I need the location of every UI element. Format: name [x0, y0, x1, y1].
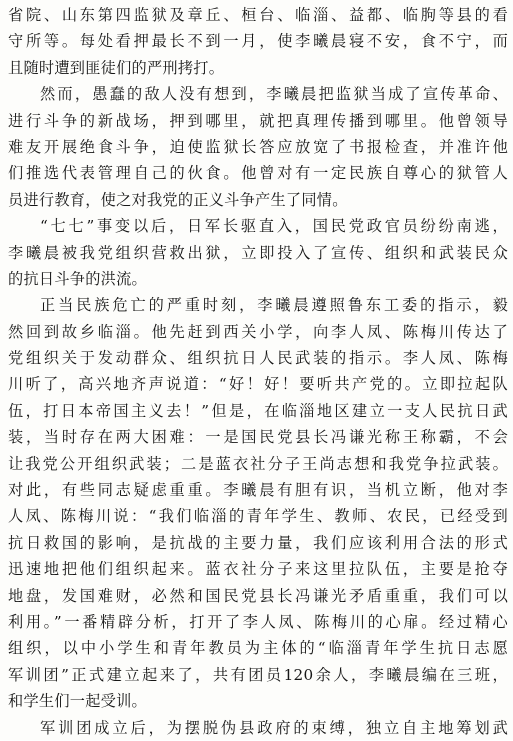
text-line: 利用。”一番精辟分析，打开了李人凤、陈梅川的心扉。经过精心 [8, 612, 508, 631]
text-line: 们推选代表管理自己的伙食。他曾对有一定民族自尊心的狱管人 [8, 164, 508, 183]
text-line: 进行斗争的新战场，押到哪里，就把真理传播到哪里。他曾领导 [8, 111, 508, 130]
text-line: 然而，愚蠢的敌人没有想到，李曦晨把监狱当成了宣传革命、 [40, 85, 508, 104]
text-line: 川听了，高兴地齐声说道：“好！好！要听共产党的。立即拉起队 [8, 375, 508, 394]
text-line: 且随时遭到匪徒们的严刑拷打。 [8, 58, 225, 77]
text-line: 员进行教育，使之对我党的正义斗争产生了同情。 [8, 190, 348, 209]
text-line: 然回到故乡临淄。他先赶到西关小学，向李人凤、陈梅川传达了 [8, 322, 508, 341]
text-line: 对此，有些同志疑虑重重。李曦晨有胆有识，当机立断，他对李 [8, 481, 508, 500]
text-line: 难友开展绝食斗争，迫使监狱长答应放宽了书报检查，并准许他 [8, 137, 508, 156]
text-line: 守所等。每处看押最长不到一月，使李曦晨寝不安，食不宁，而 [8, 32, 508, 51]
text-line: 和学生们一起受训。 [8, 692, 147, 711]
text-line: 省院、山东第四监狱及章丘、桓台、临淄、益都、临朐等县的看 [8, 6, 508, 24]
text-line: 党组织关于发动群众、组织抗日人民武装的指示。李人凤、陈梅 [8, 349, 508, 368]
text-line: 组织，以中小学生和青年教员为主体的“临淄青年学生抗日志愿 [8, 639, 508, 658]
text-line: 让我党公开组织武装；二是蓝衣社分子王尚志想和我党争拉武装。 [8, 454, 508, 473]
text-line: 正当民族危亡的严重时刻，李曦晨遵照鲁东工委的指示，毅 [40, 296, 508, 315]
text-line: 李曦晨被我党组织营救出狱，立即投入了宣传、组织和武装民众 [8, 243, 508, 262]
text-line: 的抗日斗争的洪流。 [8, 269, 147, 288]
text-line: 伍，打日本帝国主义去！”但是，在临淄地区建立一支人民抗日武 [8, 401, 508, 420]
text-line: 人凤、陈梅川说：“我们临淄的青年学生、教师、农民，已经受到 [8, 507, 508, 526]
text-line: “七七”事变以后，日军长驱直入，国民党政官员纷纷南逃， [40, 217, 508, 236]
text-line: 军训团成立后，为摆脱伪县政府的束缚，独立自主地筹划武 [40, 718, 508, 737]
text-line: 军训团”正式建立起来了，共有团员120余人，李曦晨编在三班， [8, 665, 508, 684]
text-line: 迅速地把他们组织起来。蓝衣社分子来这里拉队伍，主要是抢夺 [8, 560, 508, 579]
text-line: 地盘，发国难财，必然和国民党县长冯谦光矛盾重重，我们可以 [8, 586, 508, 605]
body-text [8, 2, 508, 741]
text-line: 装，当时存在两大困难：一是国民党县长冯谦光称王称霸，不会 [8, 428, 508, 447]
text-line: 抗日救国的影响，是抗战的主要力量，我们应该利用合法的形式 [8, 533, 508, 552]
